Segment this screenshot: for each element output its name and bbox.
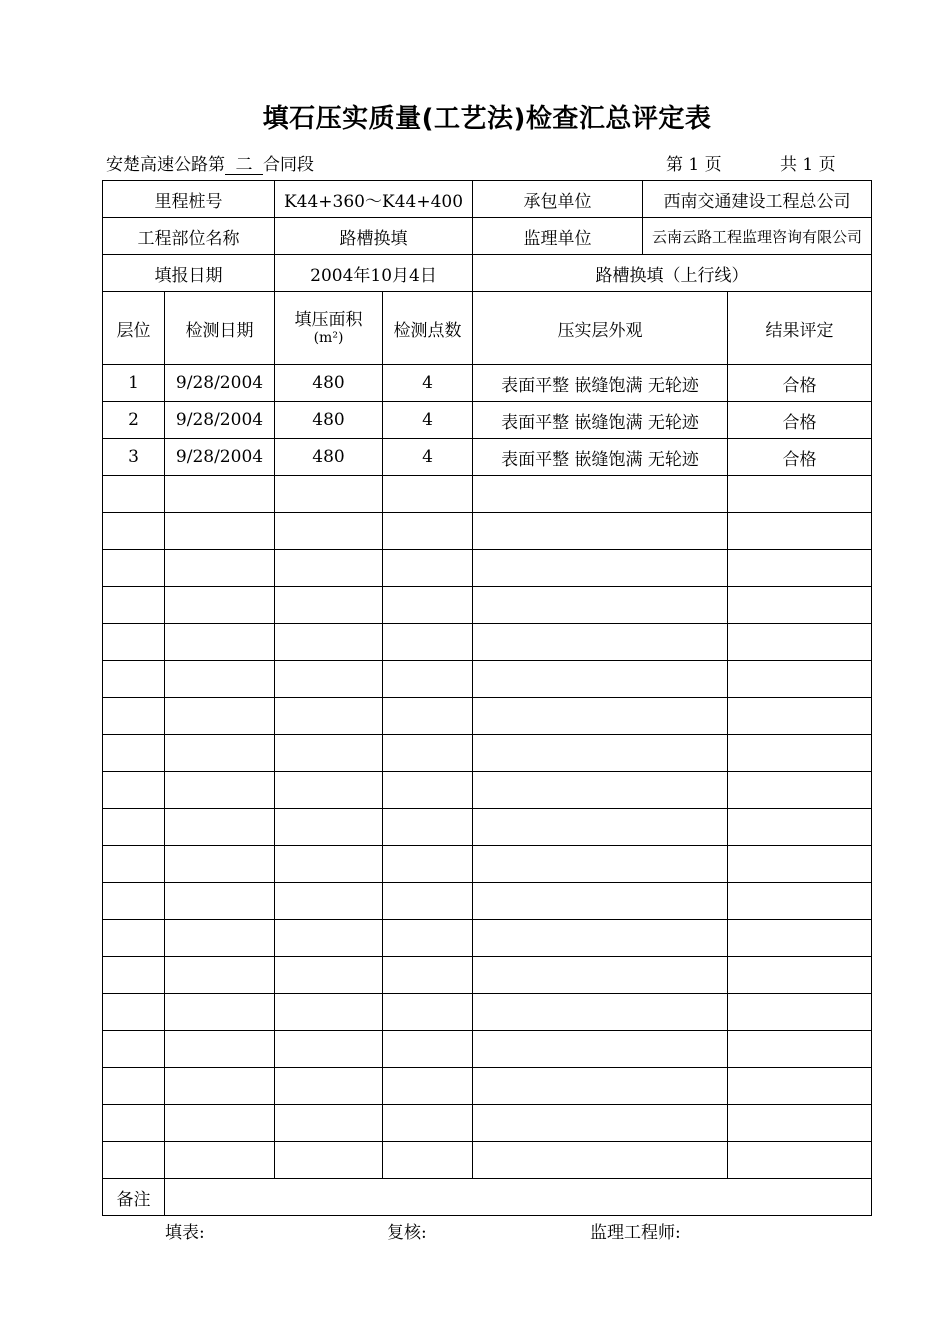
cell-appearance (473, 587, 728, 624)
cell-layer (103, 624, 165, 661)
cell-result: 合格 (728, 439, 872, 476)
col-result: 结果评定 (728, 292, 872, 365)
col-check-date: 检测日期 (165, 292, 275, 365)
cell-result: 合格 (728, 365, 872, 402)
cell-result (728, 476, 872, 513)
cell-date (165, 809, 275, 846)
cell-result: 合格 (728, 402, 872, 439)
cell-date (165, 587, 275, 624)
cell-area (275, 809, 383, 846)
table-row (103, 772, 872, 809)
cell-points (383, 883, 473, 920)
cell-points (383, 957, 473, 994)
cell-date (165, 550, 275, 587)
cell-area (275, 735, 383, 772)
page-total: 共 1 页 (780, 155, 836, 175)
cell-result (728, 587, 872, 624)
cell-result (728, 624, 872, 661)
contract-prefix: 安楚高速公路第 (106, 155, 225, 175)
cell-appearance (473, 624, 728, 661)
cell-layer (103, 846, 165, 883)
cell-area (275, 846, 383, 883)
cell-area (275, 513, 383, 550)
cell-points: 4 (383, 365, 473, 402)
cell-layer (103, 550, 165, 587)
cell-area (275, 624, 383, 661)
table-row (103, 587, 872, 624)
col-appearance: 压实层外观 (473, 292, 728, 365)
cell-date (165, 920, 275, 957)
cell-date (165, 476, 275, 513)
cell-appearance (473, 957, 728, 994)
mileage-value: K44+360～K44+400 (275, 181, 473, 218)
table-row (103, 1031, 872, 1068)
remarks-value (165, 1179, 872, 1216)
cell-layer (103, 809, 165, 846)
cell-layer: 2 (103, 402, 165, 439)
cell-area (275, 476, 383, 513)
cell-date (165, 883, 275, 920)
inspection-table (102, 180, 872, 1216)
part-label: 工程部位名称 (103, 218, 275, 255)
cell-points: 4 (383, 402, 473, 439)
cell-points (383, 846, 473, 883)
cell-appearance (473, 920, 728, 957)
cell-layer (103, 513, 165, 550)
remarks-label: 备注 (103, 1179, 165, 1216)
cell-result (728, 957, 872, 994)
cell-area (275, 587, 383, 624)
cell-points (383, 772, 473, 809)
cell-points (383, 920, 473, 957)
cell-date (165, 624, 275, 661)
cell-result (728, 735, 872, 772)
cell-points (383, 1068, 473, 1105)
table-row (103, 624, 872, 661)
cell-appearance (473, 1105, 728, 1142)
col-area-unit: (m²) (313, 329, 344, 346)
remarks-row (103, 1179, 872, 1216)
cell-result (728, 920, 872, 957)
column-header-row (103, 292, 872, 365)
cell-result (728, 513, 872, 550)
cell-area (275, 1031, 383, 1068)
cell-points (383, 587, 473, 624)
page-number: 第 1 页 (666, 155, 722, 175)
part-value: 路槽换填 (275, 218, 473, 255)
cell-layer (103, 772, 165, 809)
cell-layer (103, 587, 165, 624)
table-row (103, 735, 872, 772)
cell-layer (103, 994, 165, 1031)
cell-date (165, 772, 275, 809)
cell-points (383, 1105, 473, 1142)
section-note: 路槽换填（上行线） (473, 255, 872, 292)
table-row (103, 476, 872, 513)
cell-appearance (473, 735, 728, 772)
cell-date: 9/28/2004 (165, 439, 275, 476)
cell-area (275, 920, 383, 957)
cell-layer (103, 1105, 165, 1142)
cell-points (383, 476, 473, 513)
cell-layer (103, 735, 165, 772)
contract-suffix: 合同段 (263, 155, 314, 175)
cell-points (383, 624, 473, 661)
cell-date: 9/28/2004 (165, 402, 275, 439)
cell-result (728, 661, 872, 698)
cell-result (728, 698, 872, 735)
cell-appearance (473, 883, 728, 920)
cell-appearance (473, 1142, 728, 1179)
cell-date (165, 735, 275, 772)
contract-section (106, 150, 314, 175)
contractor-label: 承包单位 (473, 181, 643, 218)
cell-area (275, 698, 383, 735)
cell-result (728, 1105, 872, 1142)
cell-area (275, 957, 383, 994)
table-row (103, 994, 872, 1031)
supervisor-label: 监理单位 (473, 218, 643, 255)
cell-points (383, 1142, 473, 1179)
cell-appearance (473, 1031, 728, 1068)
cell-date (165, 846, 275, 883)
date-label: 填报日期 (103, 255, 275, 292)
cell-layer (103, 1031, 165, 1068)
cell-appearance (473, 550, 728, 587)
cell-appearance (473, 1068, 728, 1105)
col-area-label: 填压面积 (294, 309, 363, 330)
info-row-3 (103, 255, 872, 292)
cell-area (275, 1105, 383, 1142)
cell-area (275, 883, 383, 920)
cell-points (383, 735, 473, 772)
table-row (103, 1142, 872, 1179)
table-row (103, 883, 872, 920)
cell-appearance (473, 846, 728, 883)
cell-date (165, 513, 275, 550)
cell-result (728, 772, 872, 809)
col-layer: 层位 (103, 292, 165, 365)
cell-appearance (473, 698, 728, 735)
col-points: 检测点数 (383, 292, 473, 365)
cell-date (165, 1068, 275, 1105)
cell-appearance (473, 476, 728, 513)
cell-result (728, 1142, 872, 1179)
cell-points (383, 550, 473, 587)
cell-points (383, 698, 473, 735)
table-row (103, 439, 872, 476)
cell-layer (103, 1142, 165, 1179)
cell-area (275, 1068, 383, 1105)
table-row (103, 809, 872, 846)
table-row (103, 365, 872, 402)
cell-points (383, 661, 473, 698)
cell-points: 4 (383, 439, 473, 476)
cell-appearance (473, 772, 728, 809)
filler-signature: 填表: (165, 1223, 205, 1243)
cell-date (165, 661, 275, 698)
cell-result (728, 550, 872, 587)
cell-area (275, 550, 383, 587)
cell-layer (103, 957, 165, 994)
cell-date (165, 994, 275, 1031)
cell-layer: 3 (103, 439, 165, 476)
cell-date (165, 698, 275, 735)
cell-appearance: 表面平整 嵌缝饱满 无轮迹 (473, 402, 728, 439)
cell-area (275, 661, 383, 698)
cell-appearance: 表面平整 嵌缝饱满 无轮迹 (473, 439, 728, 476)
table-row (103, 513, 872, 550)
cell-appearance (473, 513, 728, 550)
table-row (103, 920, 872, 957)
table-row (103, 550, 872, 587)
cell-result (728, 846, 872, 883)
cell-area: 480 (275, 402, 383, 439)
cell-result (728, 994, 872, 1031)
cell-result (728, 1068, 872, 1105)
cell-appearance (473, 661, 728, 698)
cell-layer (103, 1068, 165, 1105)
contract-number: 二 (225, 156, 263, 175)
cell-result (728, 809, 872, 846)
cell-layer (103, 661, 165, 698)
cell-points (383, 809, 473, 846)
cell-area: 480 (275, 439, 383, 476)
cell-layer: 1 (103, 365, 165, 402)
table-row (103, 957, 872, 994)
cell-points (383, 513, 473, 550)
engineer-signature: 监理工程师: (590, 1223, 681, 1243)
cell-result (728, 883, 872, 920)
table-row (103, 846, 872, 883)
col-area (275, 292, 383, 365)
date-value: 2004年10月4日 (275, 255, 473, 292)
cell-date: 9/28/2004 (165, 365, 275, 402)
cell-date (165, 1031, 275, 1068)
cell-layer (103, 698, 165, 735)
table-row (103, 661, 872, 698)
cell-layer (103, 883, 165, 920)
cell-area: 480 (275, 365, 383, 402)
cell-points (383, 1031, 473, 1068)
cell-result (728, 1031, 872, 1068)
cell-area (275, 994, 383, 1031)
cell-date (165, 1105, 275, 1142)
info-row-2 (103, 218, 872, 255)
form-title: 填石压实质量(工艺法)检查汇总评定表 (262, 104, 712, 134)
reviewer-signature: 复核: (387, 1223, 427, 1243)
cell-area (275, 1142, 383, 1179)
table-row (103, 698, 872, 735)
cell-points (383, 994, 473, 1031)
cell-date (165, 957, 275, 994)
cell-date (165, 1142, 275, 1179)
cell-appearance (473, 809, 728, 846)
table-row (103, 1068, 872, 1105)
mileage-label: 里程桩号 (103, 181, 275, 218)
supervisor-value: 云南云路工程监理咨询有限公司 (643, 218, 872, 255)
contractor-value: 西南交通建设工程总公司 (643, 181, 872, 218)
info-row-1 (103, 181, 872, 218)
table-row (103, 1105, 872, 1142)
cell-appearance: 表面平整 嵌缝饱满 无轮迹 (473, 365, 728, 402)
cell-layer (103, 920, 165, 957)
table-row (103, 402, 872, 439)
cell-appearance (473, 994, 728, 1031)
cell-area (275, 772, 383, 809)
cell-layer (103, 476, 165, 513)
